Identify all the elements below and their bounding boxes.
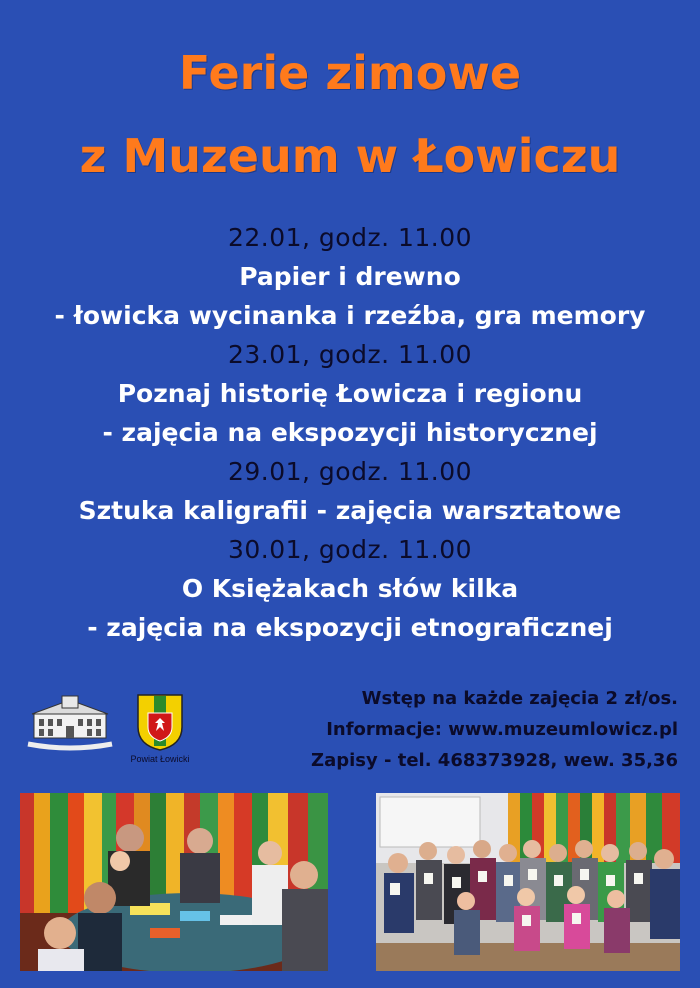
website-text: Informacje: www.muzeumlowicz.pl xyxy=(326,719,678,740)
event-title: Poznaj historię Łowicza i regionu xyxy=(117,379,583,408)
event-description: - zajęcia na ekspozycji historycznej xyxy=(102,418,598,447)
powiat-label: Powiat Łowicki xyxy=(130,754,190,764)
event-title: Papier i drewno xyxy=(239,262,461,291)
event-schedule xyxy=(0,218,700,647)
event-title: O Księżakach słów kilka xyxy=(181,574,519,603)
signup-phone-text: Zapisy - tel. 468373928, wew. 35,36 xyxy=(311,750,678,771)
museum-logo xyxy=(26,692,114,752)
poster-title-line2: z Muzeum w Łowiczu xyxy=(79,129,621,183)
event-date: 22.01, godz. 11.00 xyxy=(227,223,473,252)
workshop-photo-2 xyxy=(376,793,680,971)
event-description: - zajęcia na ekspozycji etnograficznej xyxy=(87,613,613,642)
event-title: Sztuka kaligrafii - zajęcia warsztatowe xyxy=(78,496,622,525)
entry-fee-text: Wstęp na każde zajęcia 2 zł/os. xyxy=(361,688,678,709)
poster-title-line1: Ferie zimowe xyxy=(178,46,522,100)
event-description: - łowicka wycinanka i rzeźba, gra memory xyxy=(54,301,646,330)
workshop-photo-1 xyxy=(20,793,328,971)
event-date: 23.01, godz. 11.00 xyxy=(227,340,473,369)
info-block xyxy=(238,683,678,776)
event-date: 29.01, godz. 11.00 xyxy=(227,457,473,486)
coat-of-arms-icon xyxy=(136,693,184,751)
event-date: 30.01, godz. 11.00 xyxy=(227,535,473,564)
